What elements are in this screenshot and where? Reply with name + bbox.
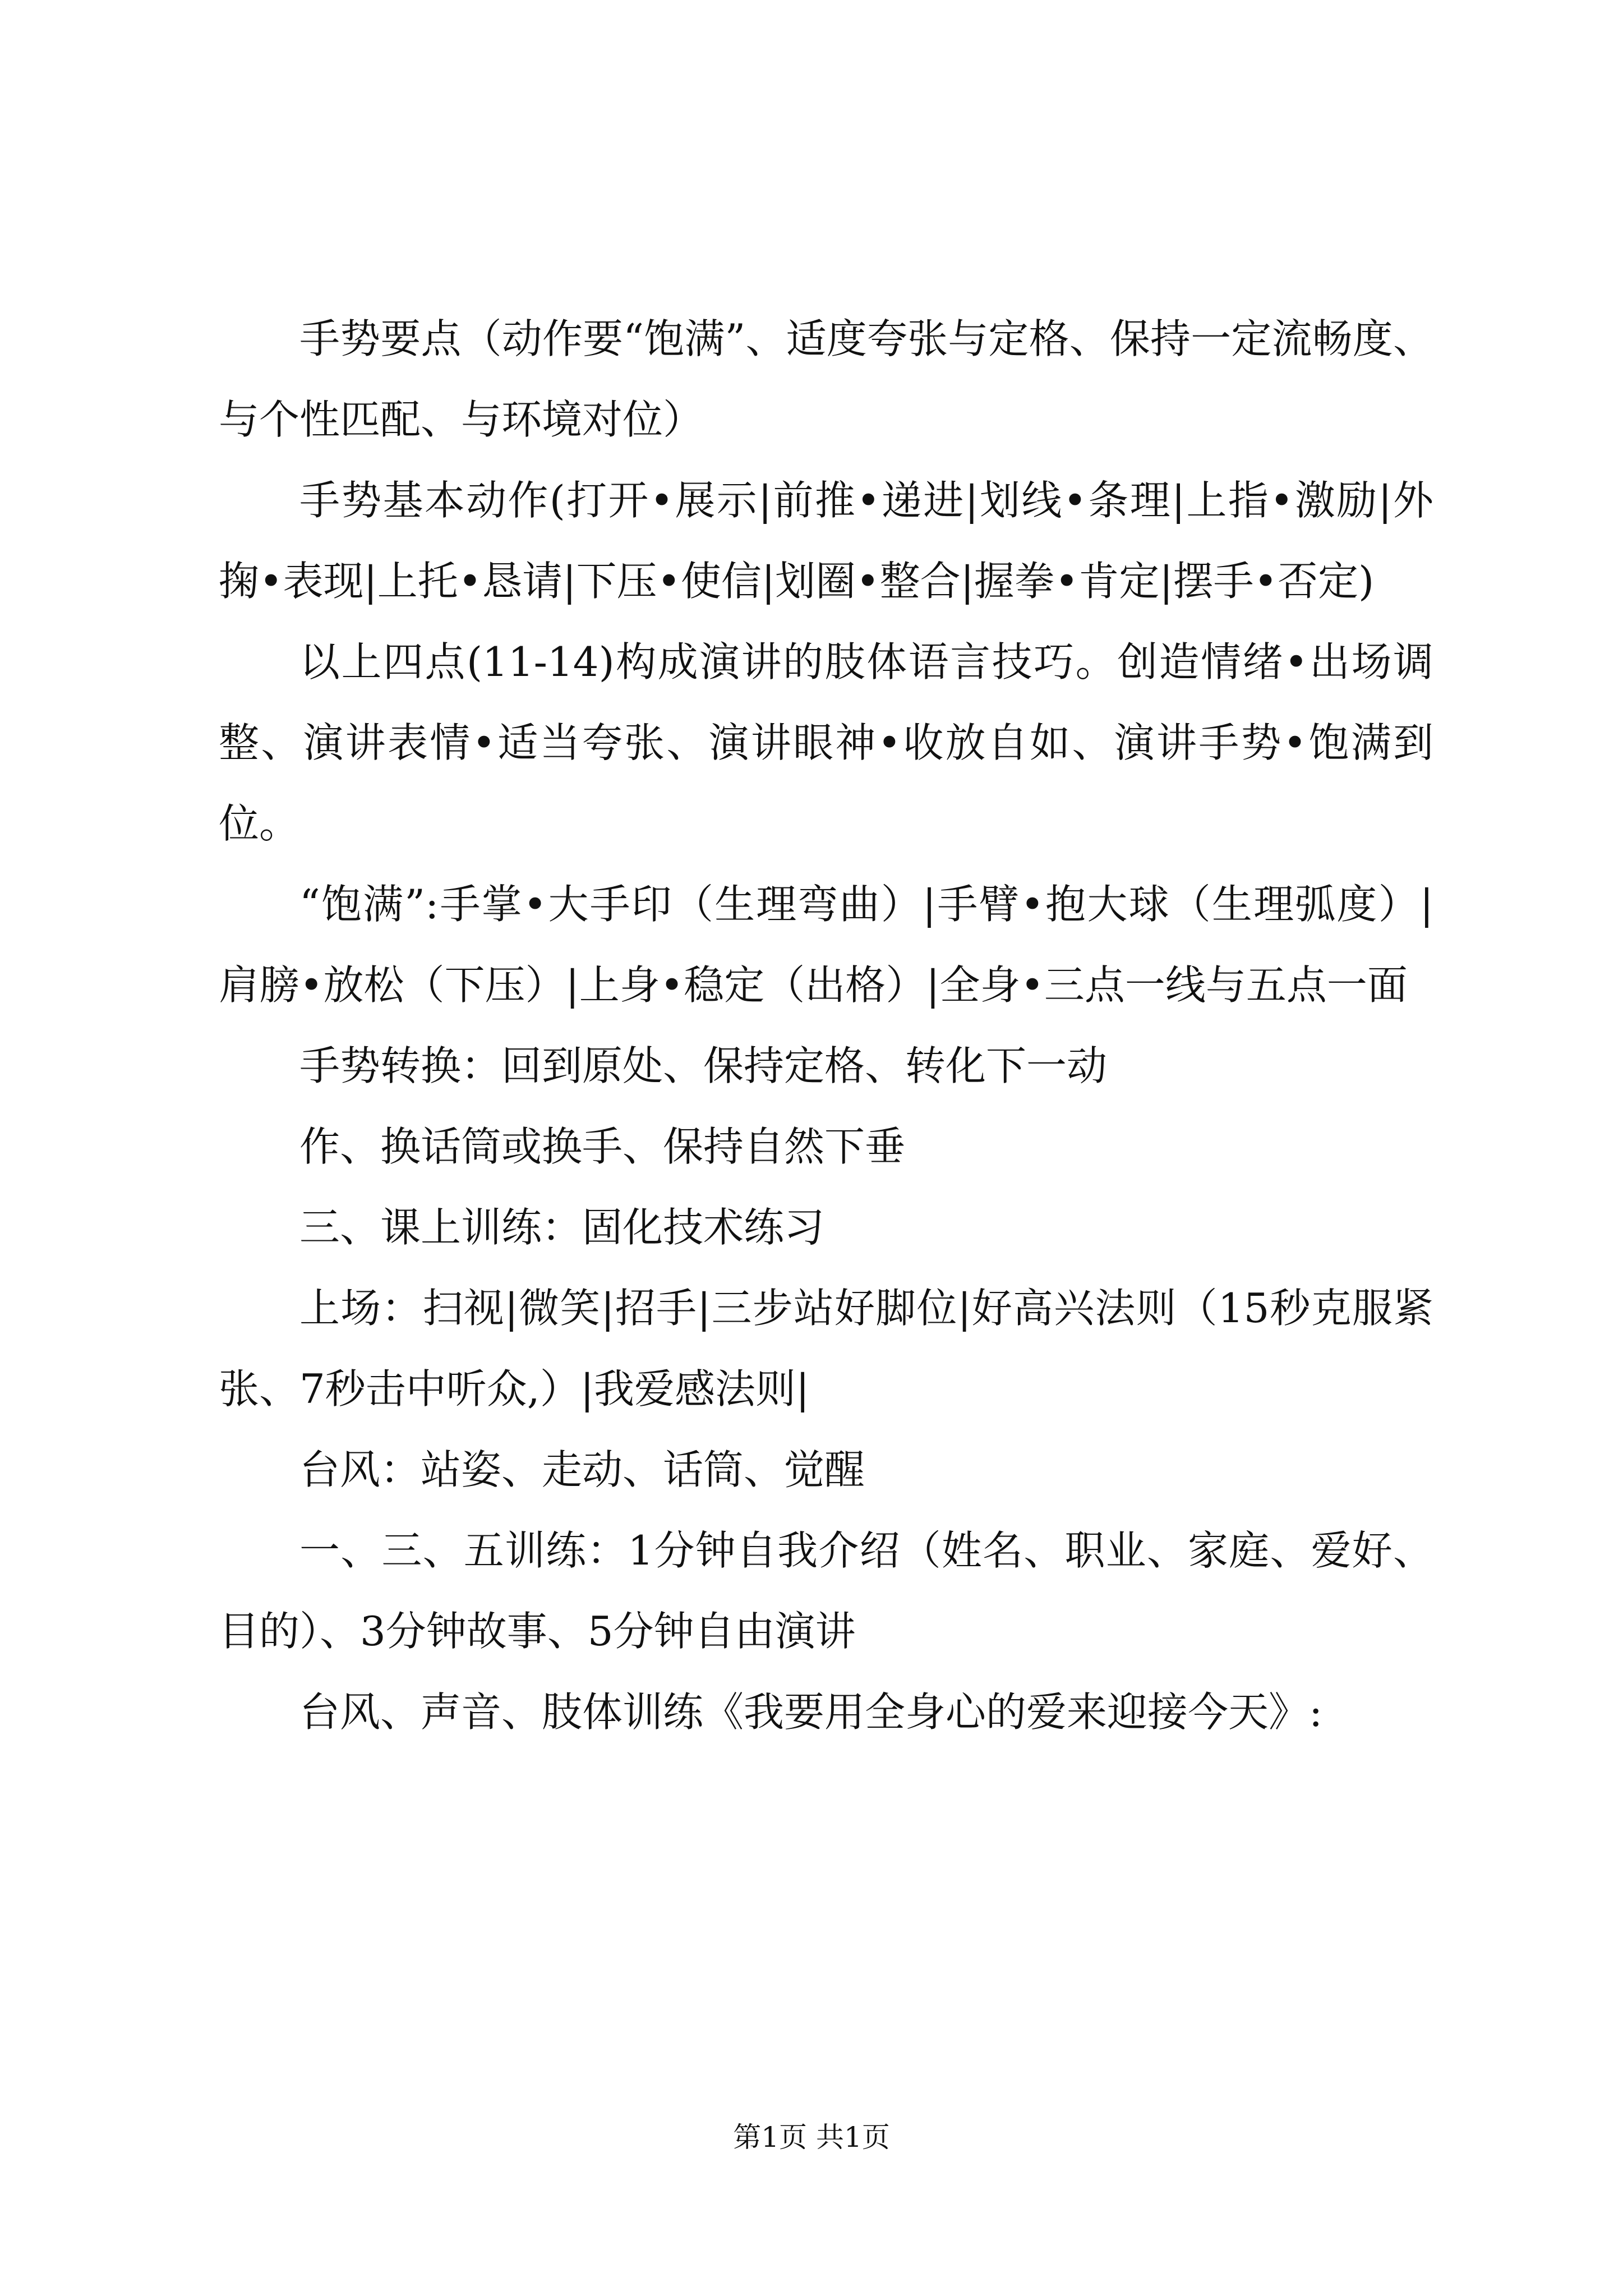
paragraph-gesture-transition-cont: 作、换话筒或换手、保持自然下垂 (299, 1123, 906, 1170)
paragraph-fullness: “饱满”:手掌•大手印（生理弯曲）|手臂•抱大球（生理弧度）|肩膀•放松（下压）|上身•稳定（出格）|全身•三点一线与五点一面 (219, 881, 1433, 1009)
paragraph-stage-manner: 台风：站姿、走动、话筒、觉醒 (299, 1446, 865, 1493)
paragraph-one-three-five-training: 一、三、五训练：1分钟自我介绍（姓名、职业、家庭、爱好、目的）、3分钟故事、5分钟自由演讲 (219, 1527, 1433, 1655)
paragraph-body-language-summary: 以上四点(11-14)构成演讲的肢体语言技巧。创造情绪•出场调整、演讲表情•适当夸张、演讲眼神•收放自如、演讲手势•饱满到位。 (219, 638, 1433, 847)
document-body (219, 298, 1433, 1752)
paragraph-on-stage: 上场：扫视|微笑|招手|三步站好脚位|好高兴法则（15秒克服紧张、7秒击中听众,）|我爱感法则| (219, 1285, 1433, 1412)
paragraph-gesture-transition: 手势转换：回到原处、保持定格、转化下一动 (299, 1042, 1108, 1089)
section-heading-class-training: 三、课上训练：固化技术练习 (299, 1204, 825, 1251)
paragraph-gesture-key-points: 手势要点（动作要“饱满”、适度夸张与定格、保持一定流畅度、与个性匹配、与环境对位） (219, 315, 1433, 443)
paragraph-voice-body-training: 台风、声音、肢体训练《我要用全身心的爱来迎接今天》: (299, 1688, 1323, 1736)
paragraph-basic-gestures: 手势基本动作(打开•展示|前推•递进|划线•条理|上指•激励|外掬•表现|上托•恳请|下压•使信|划圈•整合|握拳•肯定|摆手•否定) (219, 477, 1433, 605)
page-number-footer: 第1页 共1页 (733, 2121, 890, 2154)
